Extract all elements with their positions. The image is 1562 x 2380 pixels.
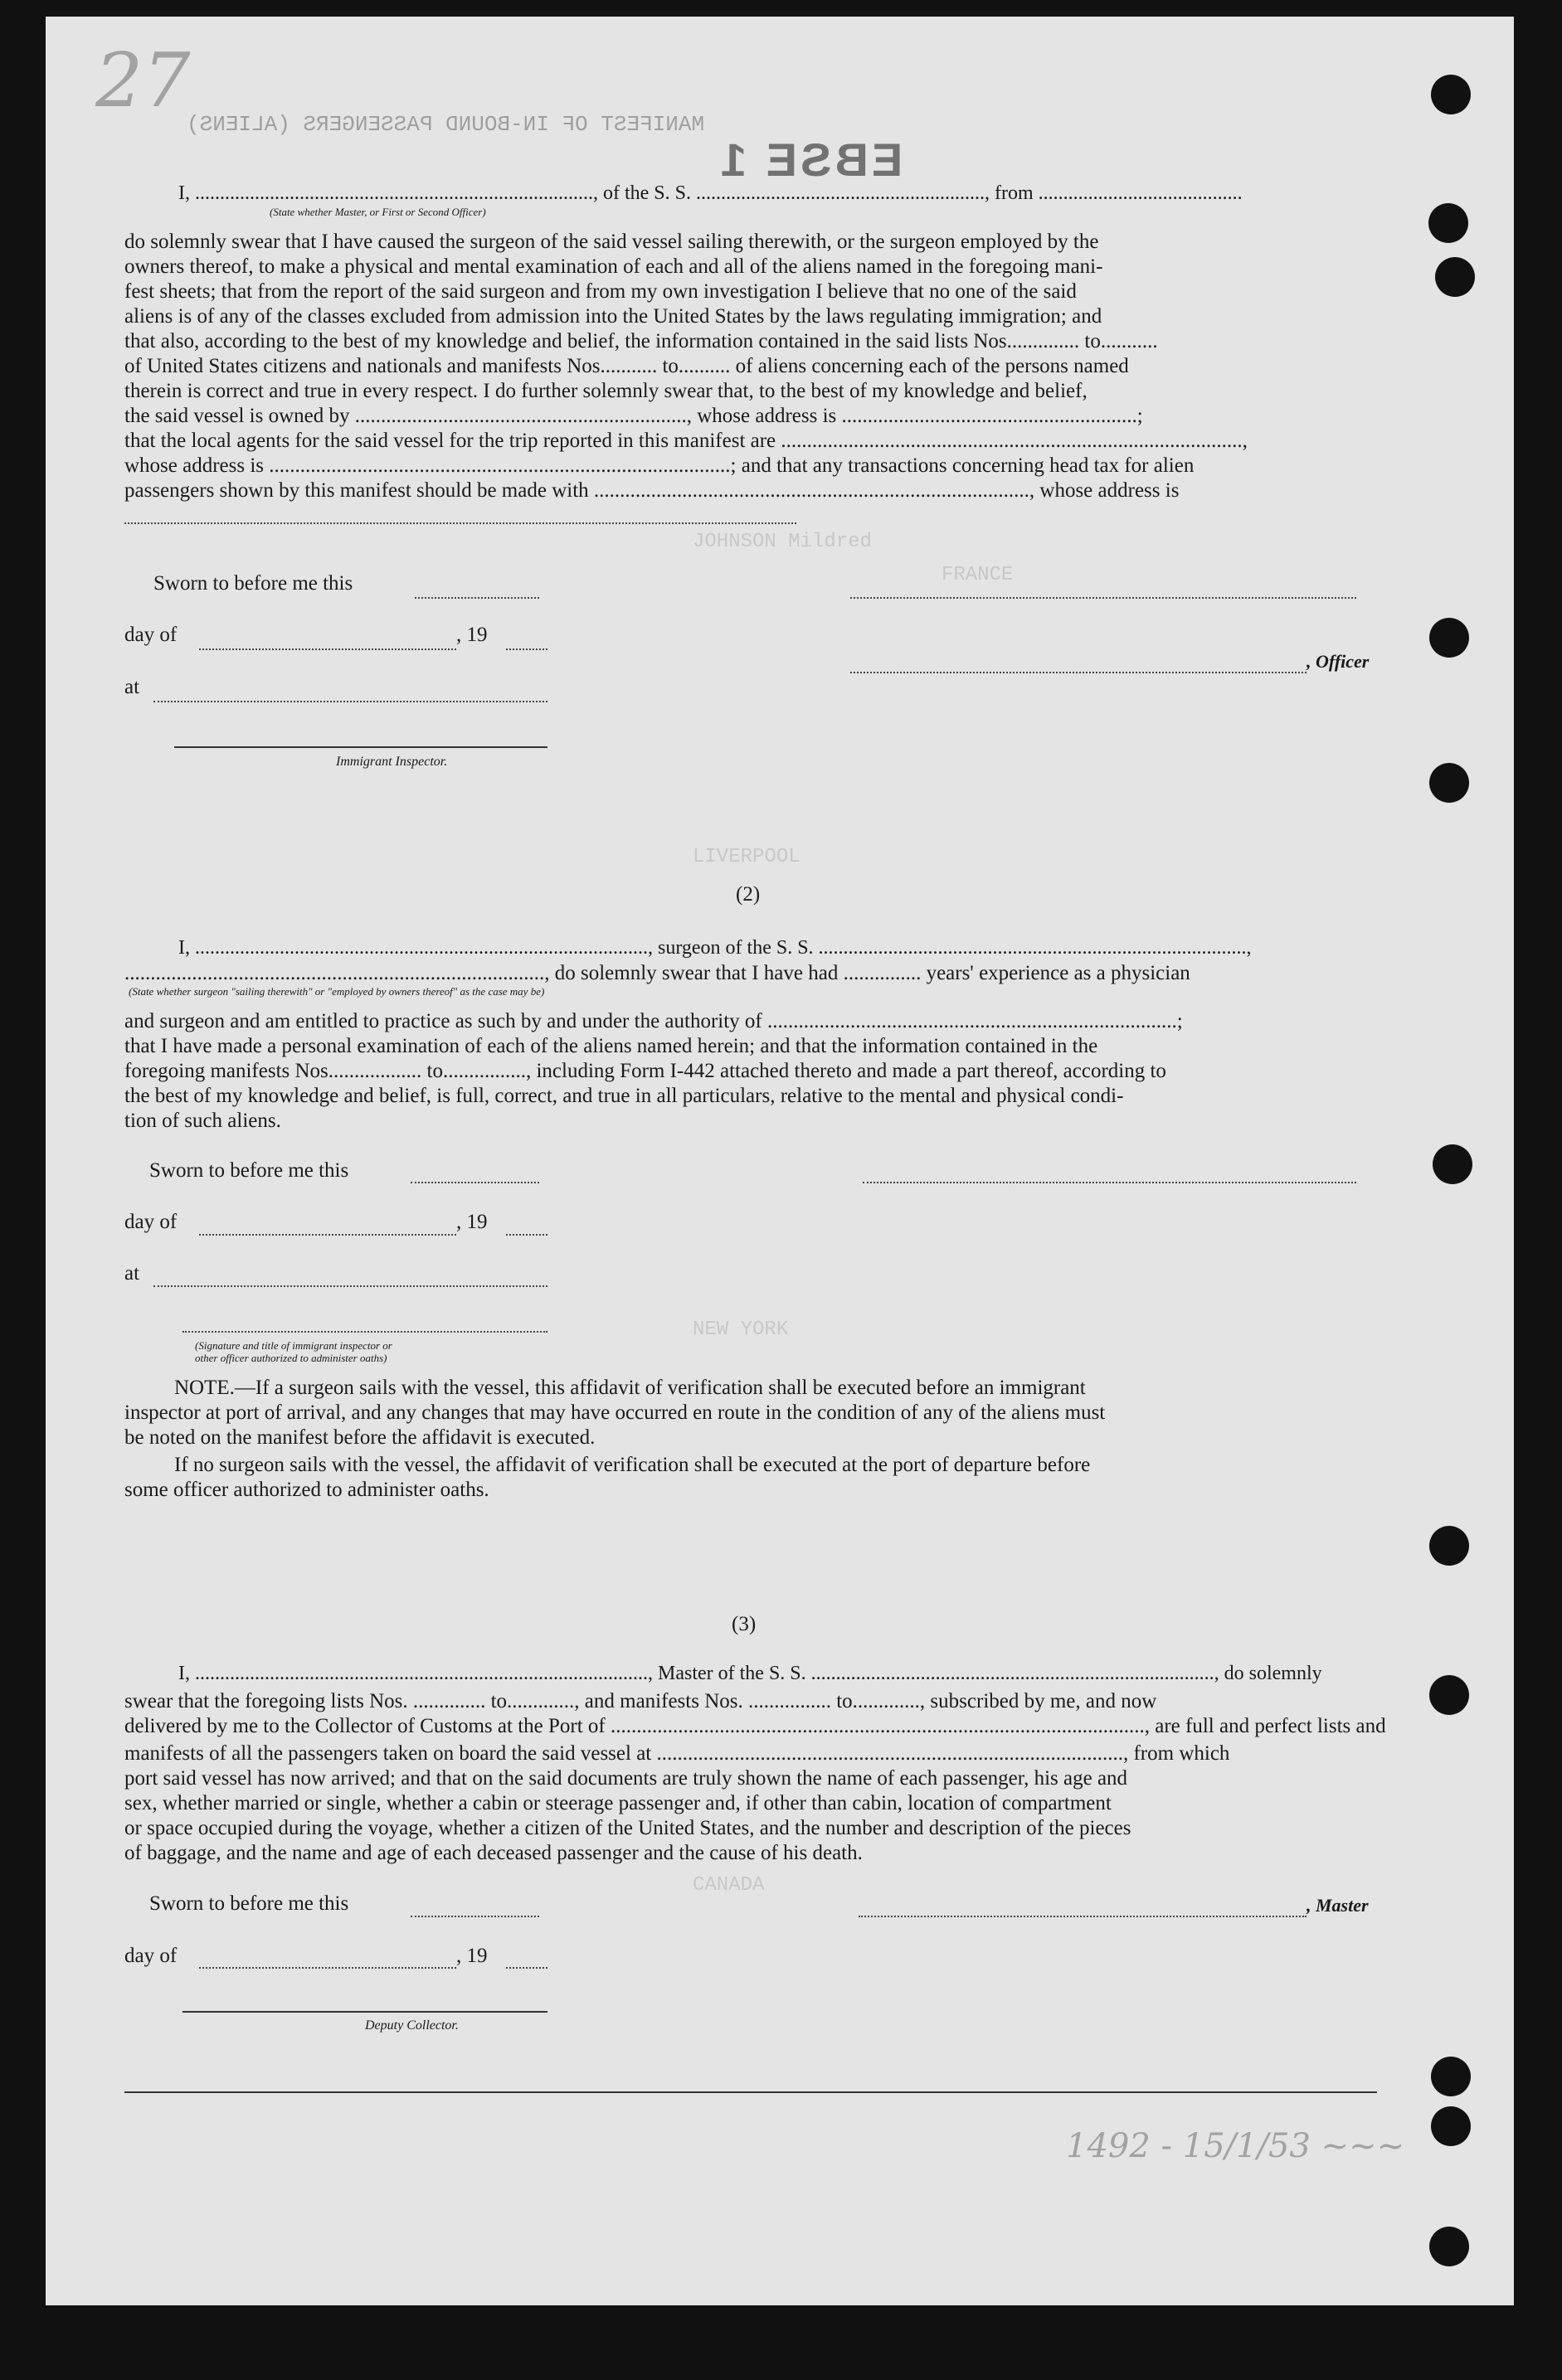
oath-line: owners thereof, to make a physical and mental examination of each and all of the aliens named in the foregoing mani- xyxy=(124,255,1103,278)
oath-line: aliens is of any of the classes excluded from admission into the United States by the laws regulating immigration; and xyxy=(124,305,1102,328)
sworn-label: Sworn to before me this xyxy=(149,1159,349,1182)
surgeon-line: the best of my knowledge and belief, is full, correct, and true in all particulars, relative to the mental and physical condi- xyxy=(124,1085,1124,1107)
ghost-line: NEW YORK xyxy=(693,1319,789,1341)
handwritten-number: 27 xyxy=(95,37,191,124)
surgeon-line: tion of such aliens. xyxy=(124,1110,281,1132)
section-3-number: (3) xyxy=(732,1613,757,1635)
punch-hole-6 xyxy=(1433,1144,1472,1184)
ghost-heading: MANIFEST OF IN-BOUND PASSENGERS (ALIENS) xyxy=(187,112,705,137)
punch-hole-5 xyxy=(1429,763,1469,803)
collector-signature-line xyxy=(182,2011,547,2013)
surgeon-line: foregoing manifests Nos.................. to................, including Form I-442 attached thereto and made a part thereof, according to xyxy=(124,1060,1166,1082)
manifest-page xyxy=(46,17,1514,2305)
section-2-number: (2) xyxy=(736,883,761,906)
surgeon-line: I, ..........................................................................................., surgeon of the S. S. ......................................................................................, xyxy=(178,937,1252,959)
master-line: swear that the foregoing lists Nos. .............. to............., and manifests Nos. ................ to............., subscribed by me, and now xyxy=(124,1690,1157,1712)
surgeon-line: that I have made a personal examination of each of the aliens named herein; and that the information contained in the xyxy=(124,1035,1098,1057)
oath-line: therein is correct and true in every respect. I do further solemnly swear that, to the best of my knowledge and belief, xyxy=(124,380,1088,402)
officer-label: , Officer xyxy=(1307,651,1370,672)
year-blank xyxy=(506,648,547,650)
punch-hole-1 xyxy=(1431,75,1471,114)
day-of-label: day of xyxy=(124,1945,178,1967)
master-line: or space occupied during the voyage, whether a citizen of the United States, and the number and description of the pieces xyxy=(124,1817,1131,1839)
surgeon-line: and surgeon and am entitled to practice as such by and under the authority of ...............................................................................; xyxy=(124,1010,1183,1032)
sworn-label: Sworn to before me this xyxy=(153,572,353,595)
handwritten-note: 1492 - 15/1/53 ~~~ xyxy=(1066,2127,1405,2165)
year-label: , 19 xyxy=(456,1945,488,1967)
oath-line: that the local agents for the said vessel for the trip reported in this manifest are ........................................................................................., xyxy=(124,430,1248,452)
oath-line: passengers shown by this manifest should be made with ...................................................................................., whose address is xyxy=(124,479,1180,502)
year-blank xyxy=(506,1234,547,1236)
sworn-blank xyxy=(411,1916,539,1917)
day-blank xyxy=(199,1234,456,1236)
punch-hole-8 xyxy=(1429,1675,1469,1715)
year-label: , 19 xyxy=(456,1211,488,1233)
note-line: some officer authorized to administer oaths. xyxy=(124,1479,489,1501)
inspector-signature-line xyxy=(174,746,547,748)
officer-line xyxy=(850,672,1307,673)
note-line: NOTE.—If a surgeon sails with the vessel, this affidavit of verification shall be executed before an immigrant xyxy=(174,1377,1086,1399)
oath-line: fest sheets; that from the report of the said surgeon and from my own investigation I believe that no one of the said xyxy=(124,280,1077,303)
sworn-label: Sworn to before me this xyxy=(149,1892,349,1915)
oath-line: do solemnly swear that I have caused the surgeon of the said vessel sailing therewith, or the surgeon employed by the xyxy=(124,231,1099,253)
sworn-blank xyxy=(411,1182,539,1183)
punch-hole-4 xyxy=(1429,618,1469,658)
master-label: , Master xyxy=(1307,1895,1369,1916)
punch-hole-9 xyxy=(1431,2057,1471,2096)
ghost-line: FRANCE xyxy=(942,564,1014,586)
note-line: be noted on the manifest before the affidavit is executed. xyxy=(124,1426,596,1449)
oath-line: I, ................................................................................, of the S. S. .........................................................., from ......................................... xyxy=(178,182,1243,204)
stamped-code: EBSE 1 xyxy=(718,134,903,186)
punch-hole-2 xyxy=(1428,203,1468,243)
signature-caption: other officer authorized to administer oaths) xyxy=(195,1352,387,1364)
punch-hole-7 xyxy=(1429,1526,1469,1566)
signature-line xyxy=(850,597,1356,599)
punch-hole-3 xyxy=(1435,257,1475,297)
master-line: I, ..........................................................................................., Master of the S. S. ................................................................................., do solemnly xyxy=(178,1663,1322,1684)
oath-line: the said vessel is owned by ................................................................, whose address is .........................................................; xyxy=(124,405,1143,427)
oath-line: of United States citizens and nationals and manifests Nos........... to.......... of aliens concerning each of the persons named xyxy=(124,355,1129,377)
master-line: manifests of all the passengers taken on board the said vessel at .........................................................................................., from which xyxy=(124,1742,1230,1765)
inspector-caption: Immigrant Inspector. xyxy=(336,755,448,769)
address-line xyxy=(124,522,796,524)
sworn-blank xyxy=(415,597,539,599)
day-blank xyxy=(199,648,456,650)
master-line: of baggage, and the name and age of each deceased passenger and the cause of his death. xyxy=(124,1842,863,1864)
note-line: inspector at port of arrival, and any changes that may have occurred en route in the condition of any of the aliens must xyxy=(124,1401,1106,1424)
punch-hole-10 xyxy=(1431,2106,1471,2146)
master-line: sex, whether married or single, whether a cabin or steerage passenger and, if other than cabin, location of compartment xyxy=(124,1792,1112,1814)
master-line: delivered by me to the Collector of Customs at the Port of ......................................................................................................., are full and perfect lists and xyxy=(124,1715,1386,1737)
surgeon-line: ................................................................................., do solemnly swear that I have had ............... years' experience as a physician xyxy=(124,962,1190,984)
inspector-signature-line xyxy=(182,1331,547,1333)
surgeon-caption: (State whether surgeon "sailing therewith" or "employed by owners thereof" as the case may be) xyxy=(129,985,545,998)
master-signature-line xyxy=(859,1916,1307,1917)
ghost-line: JOHNSON Mildred xyxy=(693,531,873,553)
note-line: If no surgeon sails with the vessel, the affidavit of verification shall be executed at the port of departure before xyxy=(174,1454,1091,1476)
at-label: at xyxy=(124,1262,140,1285)
punch-hole-11 xyxy=(1429,2227,1469,2266)
bottom-rule xyxy=(124,2091,1377,2093)
oath-line: whose address is .........................................................................................; and that any transactions concerning head tax for alien xyxy=(124,454,1195,477)
day-of-label: day of xyxy=(124,624,178,646)
master-line: port said vessel has now arrived; and that on the said documents are truly shown the name of each passenger, his age and xyxy=(124,1767,1128,1790)
signature-caption: (Signature and title of immigrant inspector or xyxy=(195,1339,392,1352)
day-of-label: day of xyxy=(124,1211,178,1233)
year-label: , 19 xyxy=(456,624,488,646)
year-blank xyxy=(506,1967,547,1969)
collector-caption: Deputy Collector. xyxy=(365,2018,459,2033)
oath-line: that also, according to the best of my knowledge and belief, the information contained in the said lists Nos.............. to........... xyxy=(124,330,1158,352)
at-blank xyxy=(153,1285,547,1287)
ghost-line: LIVERPOOL xyxy=(693,846,800,868)
ghost-line: CANADA xyxy=(693,1874,765,1897)
at-blank xyxy=(153,701,547,702)
officer-caption: (State whether Master, or First or Second Officer) xyxy=(270,206,486,218)
signature-line xyxy=(863,1182,1356,1183)
at-label: at xyxy=(124,676,140,698)
day-blank xyxy=(199,1967,456,1969)
